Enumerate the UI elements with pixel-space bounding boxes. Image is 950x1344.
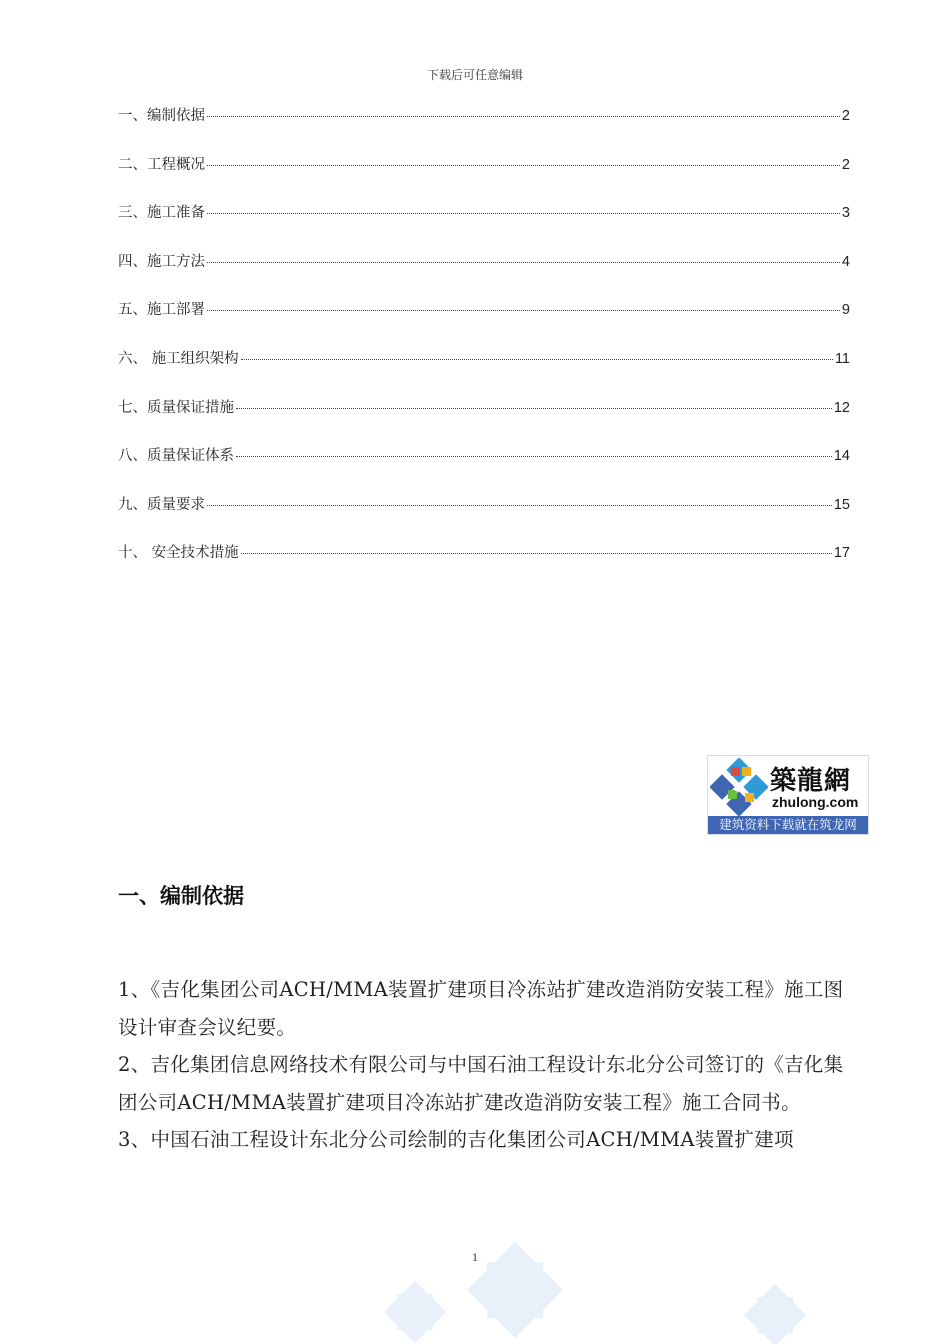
toc-dot-leader	[241, 552, 832, 554]
toc-entry[interactable]	[118, 347, 850, 396]
toc-entry-page: 14	[833, 448, 850, 465]
toc-entry-page: 3	[841, 205, 850, 222]
toc-entry[interactable]	[118, 298, 850, 347]
toc-entry-label: 六、 施工组织架构	[118, 350, 239, 367]
toc-dot-leader	[207, 164, 840, 166]
body-paragraph: 2、吉化集团信息网络技术有限公司与中国石油工程设计东北分公司签订的《吉化集团公司ACH/MMA装置扩建项目冷冻站扩建改造消防安装工程》施工合同书。	[118, 1053, 844, 1114]
toc-entry-page: 15	[833, 496, 850, 513]
toc-entry-label: 九、质量要求	[118, 496, 205, 513]
body-paragraph: 1、《吉化集团公司ACH/MMA装置扩建项目冷冻站扩建改造消防安装工程》施工图设计审查会议纪要。	[118, 978, 844, 1039]
toc-entry[interactable]	[118, 541, 850, 590]
toc-entry-label: 十、 安全技术措施	[118, 545, 239, 562]
page-header-note: 下载后可任意编辑	[426, 68, 523, 82]
section-heading: 一、编制依据	[118, 884, 244, 908]
toc-entry-page: 17	[833, 545, 850, 562]
toc-entry-page: 2	[841, 156, 850, 173]
toc-entry-label: 四、施工方法	[118, 253, 205, 270]
page-number: 1	[472, 1250, 478, 1264]
toc-entry-page: 11	[834, 350, 850, 367]
zhulong-snowflake-icon	[710, 758, 768, 816]
toc-entry-label: 二、工程概况	[118, 156, 205, 173]
toc-entry-label: 八、质量保证体系	[118, 448, 234, 465]
toc-entry-label: 一、编制依据	[118, 108, 205, 124]
toc-entry[interactable]	[118, 104, 850, 153]
logo-slogan: 建筑资料下载就在筑龙网	[708, 816, 868, 834]
toc-entry[interactable]	[118, 250, 850, 299]
toc-dot-leader	[207, 212, 840, 214]
toc-entry-label: 五、施工部署	[118, 302, 205, 319]
toc-dot-leader	[207, 115, 840, 117]
toc-entry[interactable]	[118, 493, 850, 542]
snowflake-watermark	[0, 1230, 950, 1344]
toc-dot-leader	[207, 261, 840, 263]
section-body	[118, 971, 853, 1159]
toc-entry-page: 12	[833, 399, 850, 416]
toc-dot-leader	[236, 455, 832, 457]
toc-entry-page: 9	[841, 302, 850, 319]
toc-entry-page: 2	[841, 108, 850, 124]
toc-entry[interactable]	[118, 201, 850, 250]
zhulong-logo	[707, 755, 869, 835]
toc-entry-label: 三、施工准备	[118, 205, 205, 222]
table-of-contents	[118, 104, 850, 590]
toc-entry-page: 4	[841, 253, 850, 270]
toc-dot-leader	[207, 309, 840, 311]
toc-entry[interactable]	[118, 444, 850, 493]
toc-dot-leader	[207, 504, 832, 506]
toc-entry-label: 七、质量保证措施	[118, 399, 234, 416]
toc-entry[interactable]	[118, 153, 850, 202]
toc-dot-leader	[241, 358, 833, 360]
body-paragraph: 3、中国石油工程设计东北分公司绘制的吉化集团公司ACH/MMA装置扩建项	[118, 1128, 794, 1151]
toc-entry[interactable]	[118, 396, 850, 445]
logo-brand-name: 築龍網	[770, 766, 852, 796]
toc-dot-leader	[236, 407, 832, 409]
logo-domain: zhulong.com	[772, 794, 859, 810]
